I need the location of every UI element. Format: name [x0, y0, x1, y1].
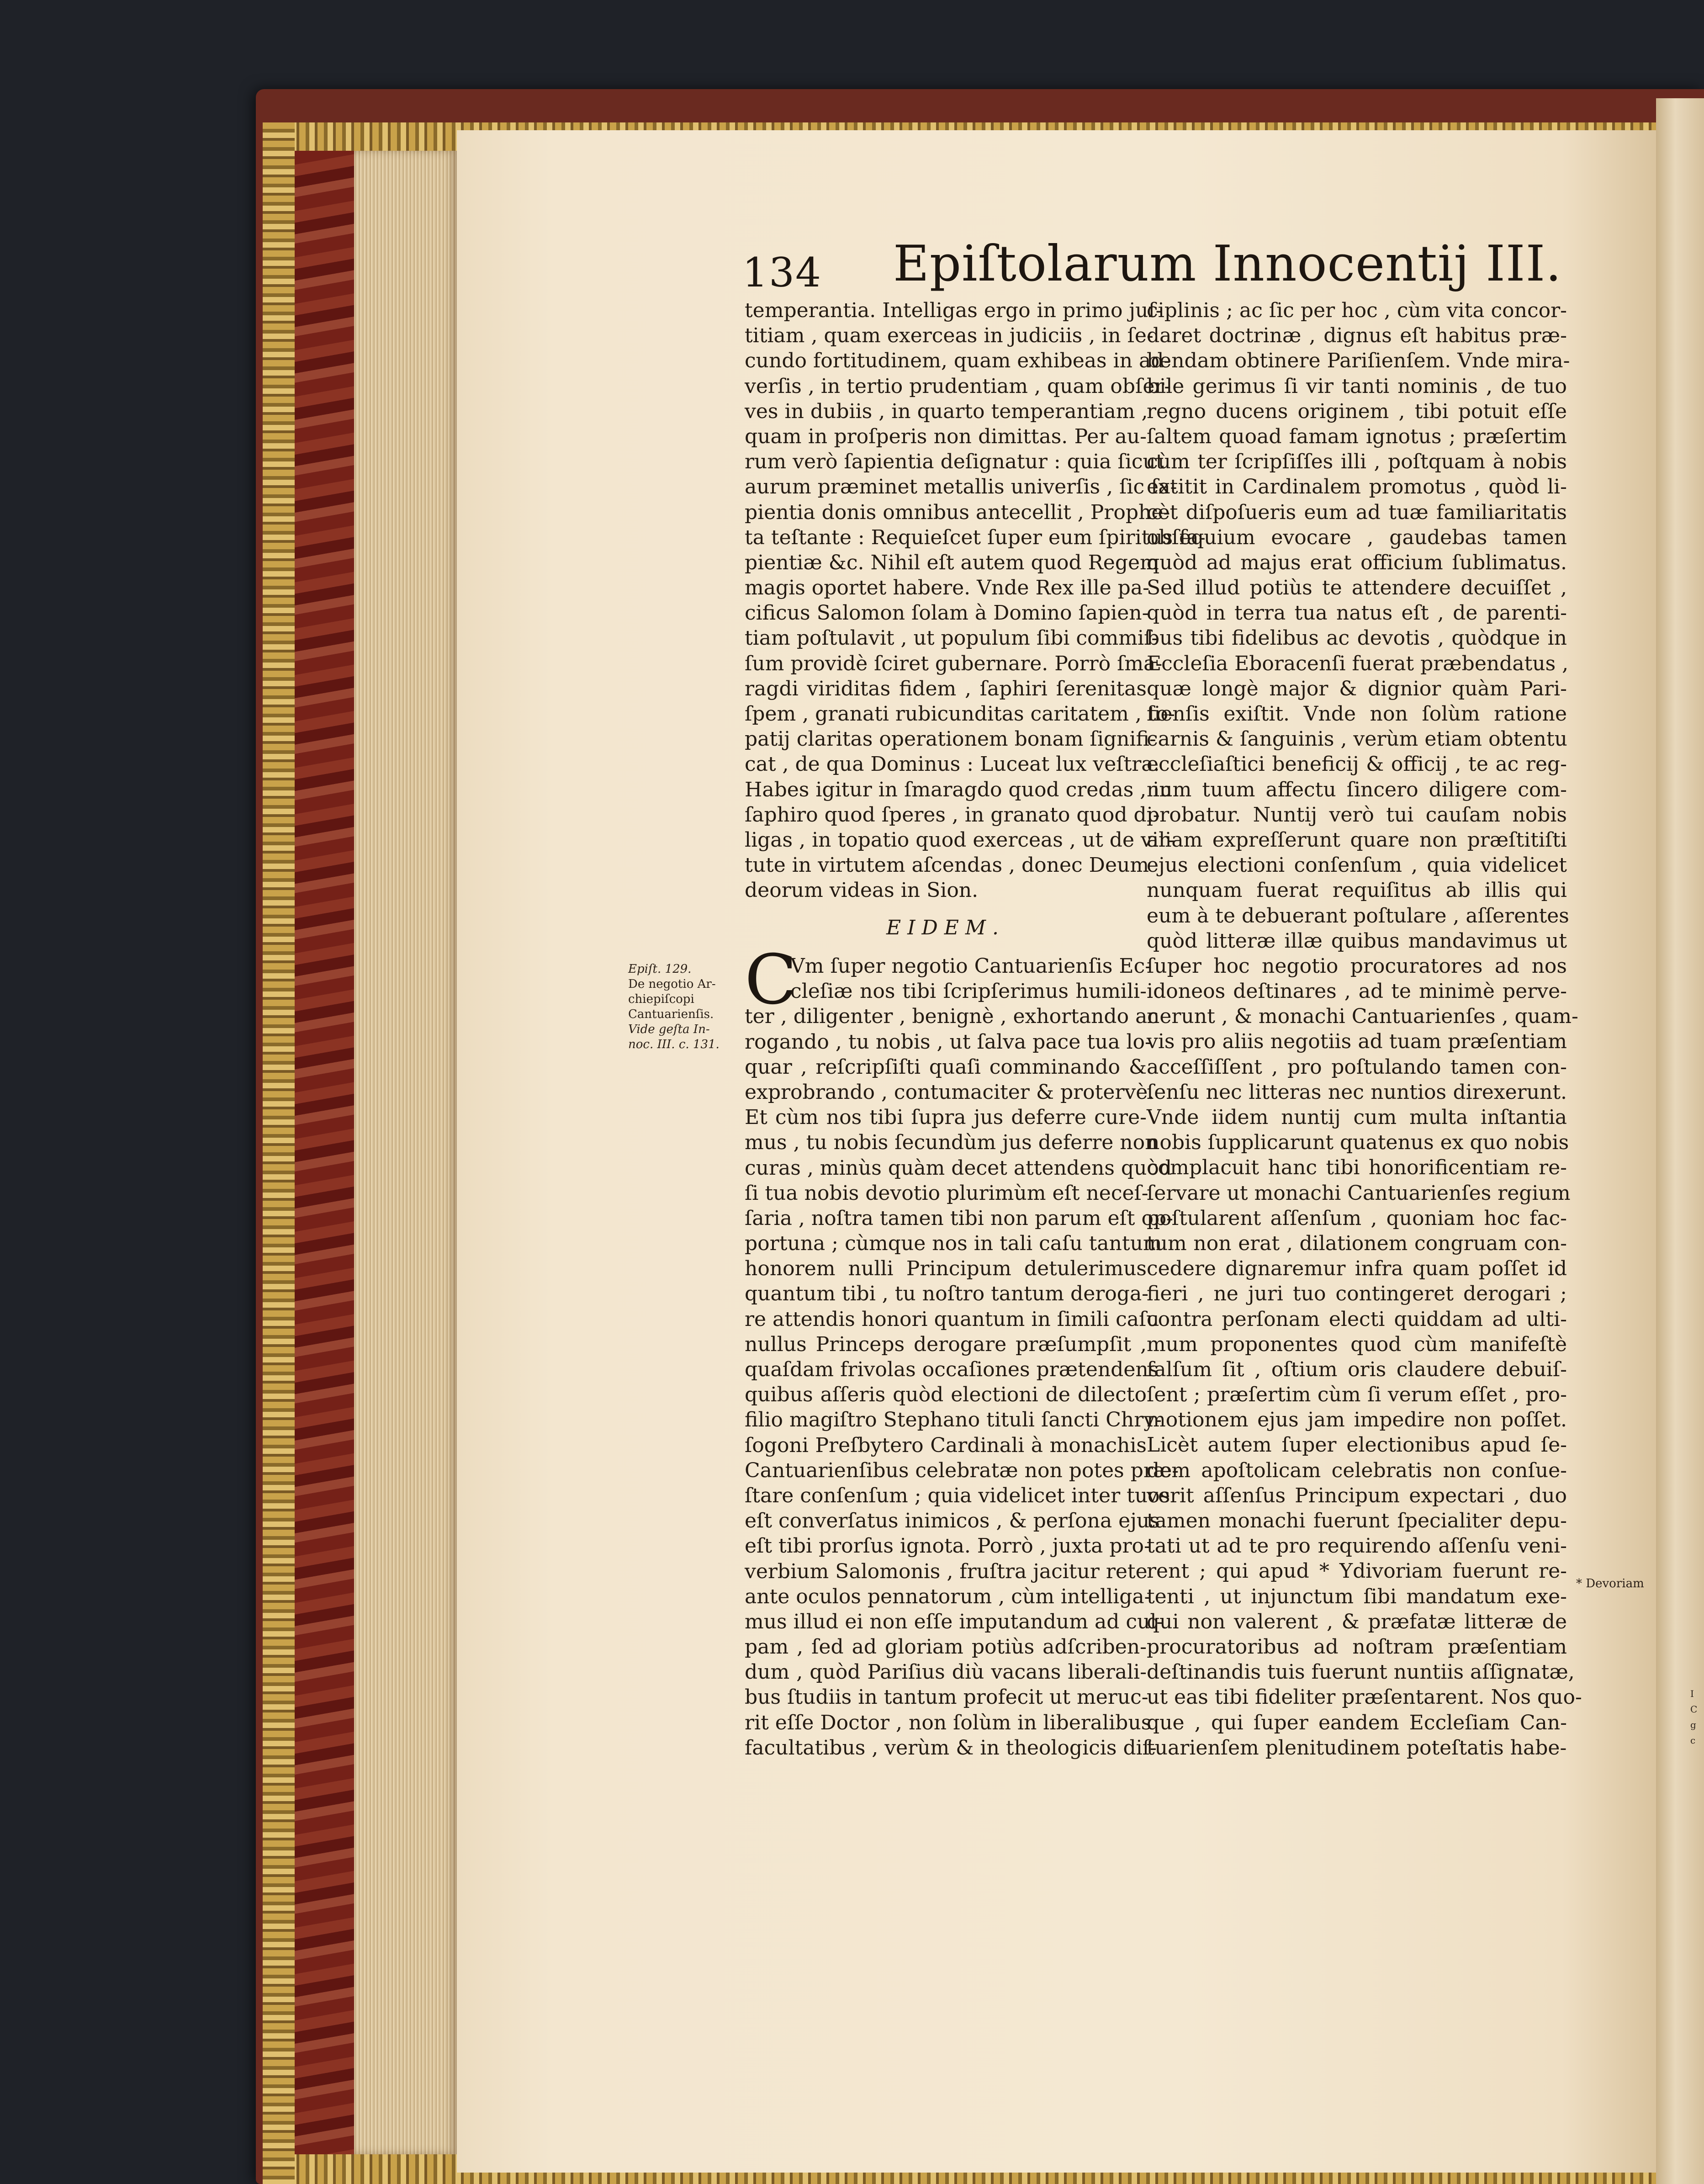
text-line: ſervare ut monachi Cantuarienſes regium	[1147, 1181, 1571, 1205]
text-line: qui non valerent , & præfatæ litteræ de	[1147, 1610, 1567, 1633]
margin-note-line: Cantuarienſis.	[628, 1007, 714, 1021]
text-line: verit aſſenſus Principum expectari , duo	[1147, 1484, 1567, 1507]
text-line: falſum ſit , oſtium oris claudere debuiſ-	[1147, 1357, 1567, 1381]
left-column-letter	[745, 940, 1179, 1760]
text-line: Licèt autem ſuper electionibus apud ſe-	[1147, 1433, 1567, 1457]
text-line: dum , quòd Pariſius diù vacans liberali-	[745, 1660, 1147, 1684]
text-line: quantum tibi , tu noſtro tantum deroga-	[745, 1282, 1149, 1306]
text-line: patij claritas operationem bonam ſignifi-	[745, 727, 1156, 751]
text-line: rum verò ſapientia deſignatur : quia ſicut	[745, 450, 1164, 474]
text-line: tamen monachi fuerunt ſpecialiter depu-	[1147, 1509, 1567, 1532]
text-line: ciplinis ; ac ſic per hoc , cùm vita concor-	[1147, 299, 1567, 322]
text-line: Et cùm nos tibi ſupra jus deferre cure-	[745, 1106, 1147, 1129]
text-line: daret doctrinæ , dignus eſt habitus præ-	[1147, 324, 1567, 348]
next-page-edge	[1656, 98, 1704, 2184]
text-line: rogando , tu nobis , ut ſalva pace tua lo-	[745, 1030, 1152, 1054]
text-line: Habes igitur in ſmaragdo quod credas , in	[745, 778, 1172, 801]
text-line: cificus Salomon ſolam à Domino ſapien-	[745, 601, 1149, 625]
text-line: ſuper hoc negotio procuratores ad nos	[1147, 954, 1567, 978]
margin-note-line: Vide geſta In-	[628, 1023, 710, 1036]
text-line: Vnde iidem nuntij cum multa inſtantia	[1147, 1106, 1567, 1129]
text-line: ligas , in topatio quod exerceas , ut de vir-	[745, 828, 1175, 852]
text-line: ta teſtante : Requieſcet ſuper eum ſpiritus ſa-	[745, 525, 1206, 549]
text-line: ves in dubiis , in quarto temperantiam ,	[745, 399, 1148, 423]
text-line: Cantuarienſibus celebratæ non potes præ-	[745, 1458, 1179, 1482]
text-line: magis oportet habere. Vnde Rex ille pa-	[745, 576, 1149, 600]
text-line: cat , de qua Dominus : Luceat lux veſtra.	[745, 753, 1160, 776]
text-line: deſtinandis tuis fuerunt nuntiis aſſignatæ,	[1147, 1660, 1575, 1684]
text-line: eſt tibi prorſus ignota. Porrò , juxta pro-	[745, 1534, 1151, 1558]
text-line: mus illud ei non eſſe imputandum ad cul-	[745, 1610, 1164, 1633]
margin-note-line: chiepiſcopi	[628, 992, 694, 1006]
text-line: rit eſſe Doctor , non ſolùm in liberalibus	[745, 1711, 1152, 1734]
text-line: nobis ſupplicarunt quatenus ex quo nobis	[1147, 1131, 1569, 1155]
text-line: ſenſu nec litteras nec nuntios direxerunt.	[1147, 1080, 1567, 1104]
text-line: filio magiſtro Stephano tituli ſancti Chry-	[745, 1408, 1162, 1432]
text-line: acceſſiſſent , pro poſtulando tamen con-	[1147, 1055, 1567, 1079]
text-line: quam in proſperis non dimittas. Per au-	[745, 424, 1147, 448]
text-line: num tuum affectu ſincero diligere com-	[1147, 778, 1567, 801]
text-line: eum à te debuerant poſtulare , aſſerentes	[1147, 904, 1569, 928]
text-line: quibus aſſeris quòd electioni de dilecto	[745, 1383, 1147, 1407]
next-page-fragment	[1690, 1686, 1704, 1750]
text-line: quòd ad majus erat officium ſublimatus.	[1147, 551, 1567, 574]
margin-note-line: De negotio Ar-	[628, 977, 716, 991]
running-title: Epiſtolarum Innocentij III.	[893, 235, 1562, 292]
text-line: bus ſtudiis in tantum profecit ut meruc-	[745, 1686, 1148, 1709]
margin-note-epist: Epiſt. 129.	[628, 962, 692, 976]
text-line: rent ; qui apud * Ydivoriam fuerunt re-	[1147, 1559, 1567, 1583]
text-line: cundo fortitudinem, quam exhibeas in ad-	[745, 349, 1171, 373]
fragment-char: g	[1690, 1719, 1696, 1730]
text-line: pientiæ &c. Nihil eſt autem quod Regem	[745, 551, 1159, 574]
text-line: nerunt , & monachi Cantuarienſes , quam-	[1147, 1005, 1578, 1028]
text-line: quaſdam frivolas occaſiones prætendens	[745, 1358, 1159, 1381]
text-line: ejus electioni conſenſum , quia videlicet	[1147, 853, 1567, 877]
text-line: ſum providè ſciret gubernare. Porrò ſma-	[745, 652, 1163, 675]
text-line: curas , minùs quàm decet attendens quòd	[745, 1156, 1172, 1180]
text-line: regno ducens originem , tibi potuit eſſe	[1147, 399, 1567, 423]
text-line: aliam expreſſerunt quare non præſtitiſti	[1147, 828, 1567, 852]
text-line: facultatibus , verùm & in theologicis diſ-	[745, 1736, 1157, 1760]
text-line: aurum præminet metallis univerſis , ſic ſa-	[745, 475, 1177, 499]
text-line: ſpem , granati rubicunditas caritatem , to-	[745, 702, 1175, 726]
text-line: pam , ſed ad gloriam potiùs adſcriben-	[745, 1635, 1147, 1659]
text-line: ut eas tibi fideliter præſentarent. Nos quo-	[1147, 1686, 1582, 1709]
text-line: pientia donis omnibus antecellit , Prophe-	[745, 500, 1170, 524]
text-line: tenti , ut injunctum ſibi mandatum exe-	[1147, 1585, 1567, 1608]
text-line: ſtare conſenſum ; quia videlicet inter tuos	[745, 1484, 1170, 1507]
text-line: cedere dignaremur infra quam poſſet id	[1147, 1257, 1567, 1281]
margin-note-left	[628, 962, 733, 1052]
text-line: quòd in terra tua natus eſt , de parenti-	[1147, 601, 1567, 625]
page-number: 134	[742, 249, 822, 296]
text-line: portuna ; cùmque nos in tali caſu tantum	[745, 1232, 1162, 1256]
text-line: temperantia. Intelligas ergo in primo juſ-	[745, 299, 1163, 322]
left-column-top-text	[745, 298, 1206, 903]
text-line: mus , tu nobis ſecundùm jus deferre non	[745, 1131, 1158, 1155]
text-line: Sed illud potiùs te attendere decuiſſet ,	[1147, 576, 1567, 600]
text-line: ſogoni Preſbytero Cardinali à monachis	[745, 1433, 1147, 1457]
text-line: ſi tua nobis devotio plurimùm eſt neceſ-	[745, 1181, 1148, 1205]
text-line: ſaria , noſtra tamen tibi non parum eſt op-	[745, 1206, 1173, 1230]
gilt-border-left	[263, 122, 295, 2184]
text-line: tute in virtutem aſcendas , donec Deum	[745, 853, 1149, 877]
text-line: re attendis honori quantum in ſimili caſu	[745, 1307, 1159, 1331]
marbled-endpaper	[295, 151, 359, 2154]
text-line: obſequium evocare , gaudebas tamen	[1147, 525, 1567, 549]
text-line: ſienſis exiſtit. Vnde non ſolùm ratione	[1147, 702, 1567, 726]
right-column	[1147, 298, 1582, 1760]
text-line: cèt diſpoſueris eum ad tuæ familiaritatis	[1147, 500, 1567, 524]
text-line: complacuit hanc tibi honorificentiam re-	[1147, 1156, 1567, 1180]
text-line: ante oculos pennatorum , cùm intelliga-	[745, 1585, 1151, 1608]
text-line: contra perſonam electi quiddam ad ulti-	[1147, 1307, 1567, 1331]
fragment-char: I	[1690, 1688, 1694, 1699]
text-line: mum proponentes quod cùm manifeſtè	[1147, 1332, 1567, 1356]
text-line: verbium Salomonis , fruſtra jacitur rete	[745, 1559, 1148, 1583]
text-line: que , qui ſuper eandem Eccleſiam Can-	[1147, 1711, 1567, 1734]
letter-heading: EIDEM.	[886, 916, 1005, 939]
left-column	[745, 298, 1206, 903]
text-line: quar , reſcripſiſti quaſi comminando &	[745, 1055, 1147, 1079]
text-line: titiam , quam exerceas in judiciis , in ſe-	[745, 324, 1154, 348]
margin-note-right: * Devoriam	[1576, 1577, 1644, 1590]
text-line: Eccleſia Eboracenſi fuerat præbendatus ,	[1147, 652, 1569, 675]
text-line: cùm ter ſcripſiſſes illi , poſtquam à nobis	[1147, 450, 1567, 474]
text-line: vis pro aliis negotiis ad tuam præſentiam	[1147, 1030, 1567, 1054]
text-line: quòd litteræ illæ quibus mandavimus ut	[1147, 929, 1567, 953]
text-line: ragdi viriditas fidem , ſaphiri ſerenitas	[745, 677, 1147, 700]
text-line: bus tibi fidelibus ac devotis , quòdque in	[1147, 626, 1567, 650]
text-line: verſis , in tertio prudentiam , quam obſer-	[745, 374, 1171, 398]
text-line: deorum videas in Sion.	[745, 879, 979, 902]
text-line: Vm ſuper negotio Cantuarienſis Ec-	[790, 954, 1152, 978]
text-line: tum non erat , dilationem congruam con-	[1147, 1231, 1567, 1255]
text-line: eſt converſatus inimicos , & perſona ejus	[745, 1509, 1160, 1533]
text-line: nunquam fuerat requiſitus ab illis qui	[1147, 879, 1567, 902]
fragment-char: c	[1690, 1735, 1696, 1746]
text-line: extitit in Cardinalem promotus , quòd li-	[1147, 475, 1567, 499]
text-line: tati ut ad te pro requirendo aſſenſu veni-	[1147, 1534, 1567, 1558]
text-line: eccleſiaſtici beneficij & officij , te ac reg-	[1147, 753, 1567, 776]
text-line: idoneos deſtinares , ad te minimè perve-	[1147, 980, 1567, 1003]
text-line: cleſiæ nos tibi ſcripſerimus humili-	[790, 980, 1147, 1003]
text-line: honorem nulli Principum detulerimus	[745, 1257, 1147, 1281]
text-line: ter , diligenter , benignè , exhortando ac	[745, 1005, 1159, 1028]
text-line: ſaphiro quod ſperes , in granato quod di-	[745, 803, 1160, 827]
text-line: ſent ; præſertim cùm ſi verum eſſet , pro-	[1147, 1383, 1567, 1407]
text-line: procuratoribus ad noſtram præſentiam	[1147, 1635, 1567, 1659]
page-edges	[354, 151, 457, 2154]
text-line: nullus Princeps derogare præſumpſit ,	[745, 1332, 1147, 1356]
text-line: bile gerimus ſi vir tanti nominis , de tuo	[1147, 374, 1567, 398]
text-line: carnis & ſanguinis , verùm etiam obtentu	[1147, 727, 1567, 751]
running-header	[742, 235, 1565, 299]
drop-cap: C	[745, 940, 797, 1020]
text-line: tuarienſem plenitudinem poteſtatis habe-	[1147, 1736, 1567, 1760]
text-line: probatur. Nuntij verò tui cauſam nobis	[1147, 803, 1567, 827]
margin-note-line: noc. III. c. 131.	[628, 1038, 720, 1051]
text-line: ſaltem quoad famam ignotus ; præſertim	[1147, 424, 1567, 448]
fragment-char: C	[1690, 1704, 1698, 1715]
text-line: tiam poſtulavit , ut populum ſibi commiſ-	[745, 626, 1159, 650]
text-line: quæ longè major & dignior quàm Pari-	[1147, 677, 1567, 700]
text-line: motionem ejus jam impedire non poſſet.	[1147, 1408, 1567, 1432]
text-line: dem apoſtolicam celebratis non conſue-	[1147, 1458, 1567, 1482]
text-line: poſtularent aſſenſum , quoniam hoc fac-	[1147, 1206, 1567, 1230]
text-line: fieri , ne juri tuo contingeret derogari ;	[1147, 1282, 1567, 1306]
text-line: bendam obtinere Pariſienſem. Vnde mira-	[1147, 349, 1570, 373]
text-line: exprobrando , contumaciter & protervè.	[745, 1080, 1154, 1104]
